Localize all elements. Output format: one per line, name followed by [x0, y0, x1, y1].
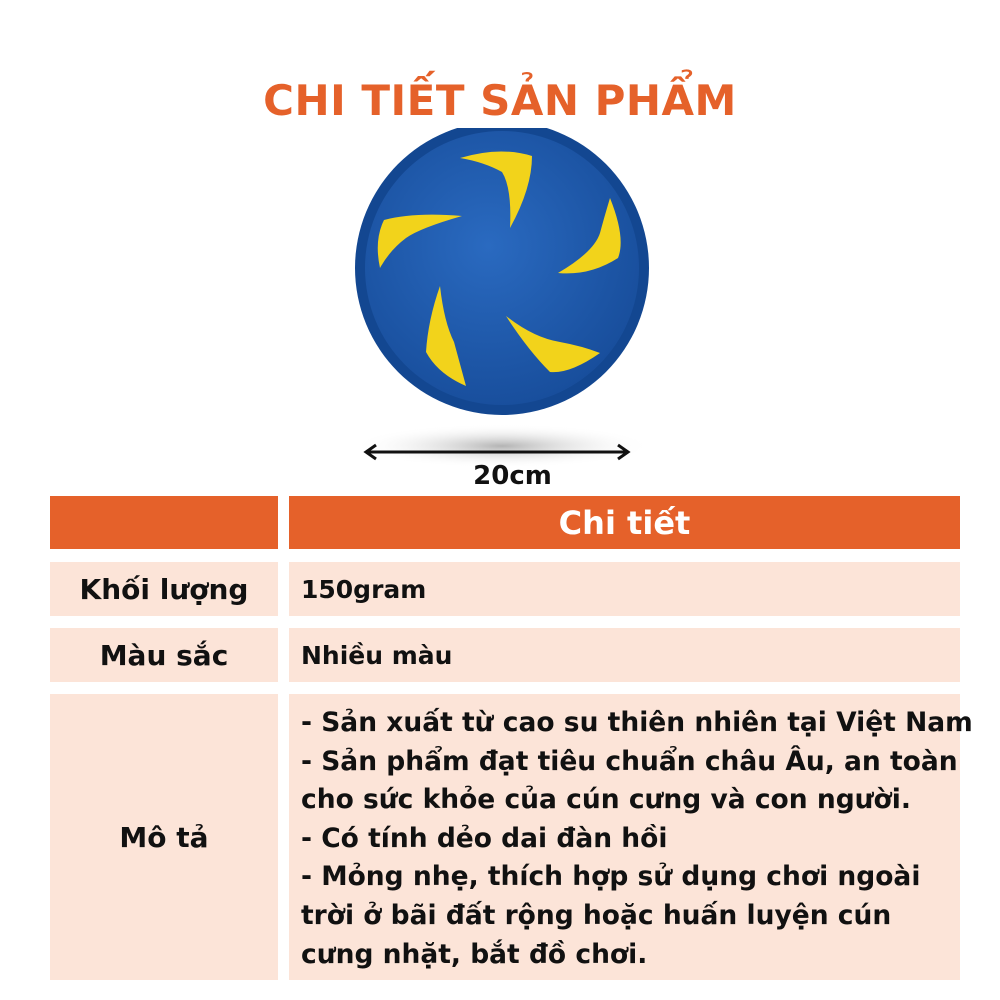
table-header-detail: Chi tiết — [289, 496, 960, 549]
description-line: - Sản xuất từ cao su thiên nhiên tại Việt Nam — [301, 707, 973, 738]
description-line: - Mỏng nhẹ, thích hợp sử dụng chơi ngoài — [301, 861, 921, 893]
description-line: cho sức khỏe của cún cưng và con người. — [301, 784, 911, 816]
row-value-color: Nhiều màu — [289, 628, 960, 682]
row-label-color: Màu sắc — [50, 628, 278, 682]
row-label-description: Mô tả — [50, 694, 278, 980]
row-label-weight: Khối lượng — [50, 562, 278, 616]
description-line: trời ở bãi đất rộng hoặc huấn luyện cún — [301, 899, 892, 931]
row-value-description — [289, 694, 973, 980]
size-label: 20cm — [473, 461, 552, 491]
description-line: - Sản phẩm đạt tiêu chuẩn châu Âu, an toàn — [301, 745, 958, 777]
table-header-empty-cell — [50, 496, 278, 549]
page-title: CHI TIẾT SẢN PHẨM — [263, 76, 737, 125]
row-value-weight: 150gram — [289, 562, 960, 616]
description-line: cưng nhặt, bắt đồ chơi. — [301, 938, 648, 970]
description-line: - Có tính dẻo dai đàn hồi — [301, 822, 668, 854]
frisbee-disc-image — [270, 128, 730, 490]
product-image — [270, 128, 730, 490]
